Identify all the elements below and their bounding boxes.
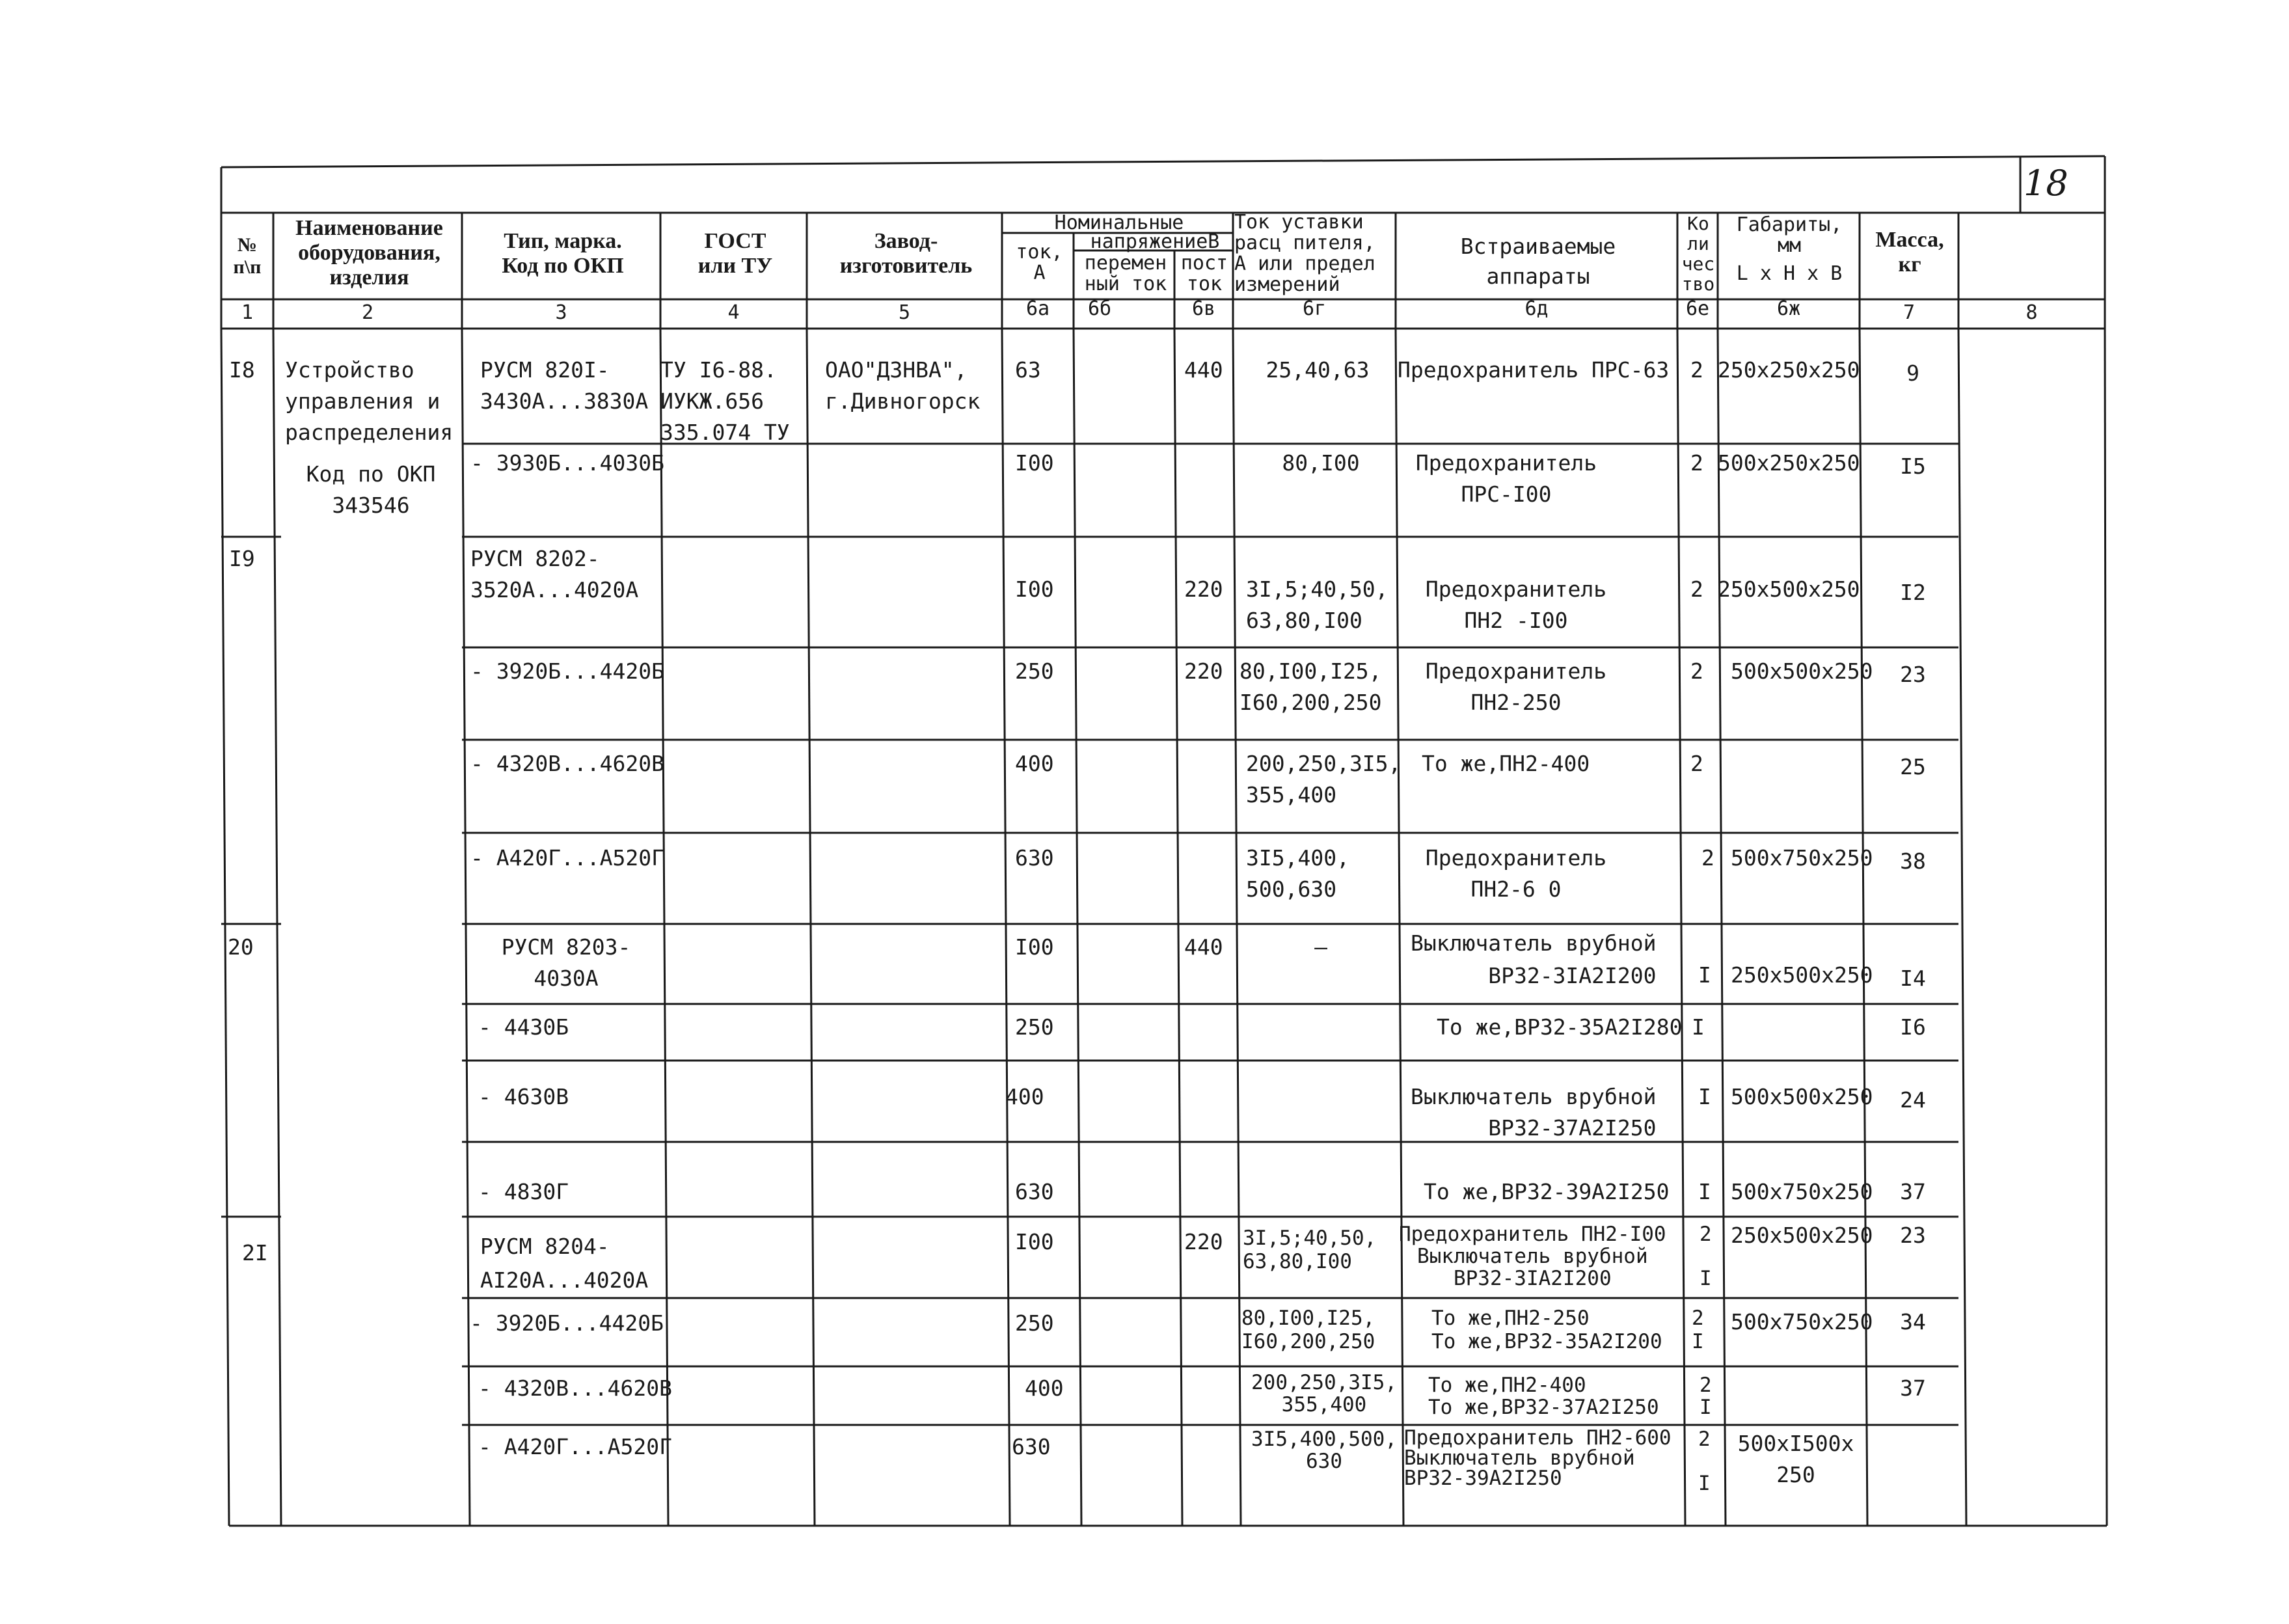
current-value: I00 xyxy=(1015,1229,1054,1254)
built-in-device: То же,ВР32-35А2I280 xyxy=(1437,1014,1683,1040)
header-qty: Ко ли чес тво xyxy=(1681,213,1715,295)
quantity: 2 xyxy=(1690,450,1703,476)
setting-current: 80,I00 xyxy=(1282,450,1360,476)
current-value: 250 xyxy=(1015,658,1054,684)
current-value: 400 xyxy=(1025,1375,1064,1401)
mass: 34 xyxy=(1900,1309,1926,1334)
type-mark: РУСМ 8202- 3520А...4020А xyxy=(470,546,639,602)
quantity: 2 I xyxy=(1700,1374,1712,1419)
built-in-device: Предохранитель ПН2-250 xyxy=(1425,658,1607,715)
built-in-device: Выключатель врубной ВР32-3IА2I200 xyxy=(1411,930,1657,988)
mass: I6 xyxy=(1900,1014,1926,1040)
dimensions: 500x750x250 xyxy=(1731,845,1873,871)
page-number: 18 xyxy=(2024,163,2068,204)
current-value: 250 xyxy=(1015,1014,1054,1040)
built-in-device: Предохранитель ПРС-I00 xyxy=(1415,450,1597,507)
quantity: I xyxy=(1692,1014,1705,1040)
dimensions: 500x250x250 xyxy=(1718,450,1860,476)
type-mark: - 4830Г xyxy=(478,1179,569,1204)
type-mark: - 4320В...4620В xyxy=(470,751,665,776)
row-number: I9 xyxy=(229,546,255,571)
type-mark: - 4430Б xyxy=(478,1014,569,1040)
type-mark: - А420Г...А520Г xyxy=(478,1434,673,1459)
quantity: 2 xyxy=(1690,576,1703,602)
dc-voltage: 220 xyxy=(1184,576,1223,602)
dc-voltage: 220 xyxy=(1184,1229,1223,1254)
row-number: 20 xyxy=(228,934,254,960)
current-value: 630 xyxy=(1015,1179,1054,1204)
col-number: 6е xyxy=(1685,297,1710,320)
col-number: 6д xyxy=(1524,297,1549,320)
col-number: 5 xyxy=(898,301,911,324)
mass: 25 xyxy=(1900,754,1926,779)
mass: 23 xyxy=(1900,1223,1926,1248)
col-number: 2 xyxy=(361,301,374,324)
built-in-device: Предохранитель ПРС-63 xyxy=(1398,357,1670,383)
built-in-device: Предохранитель ПН2-I00 Выключатель врубной ВР32-3IА2I200 xyxy=(1399,1223,1666,1290)
quantity: 2 xyxy=(1701,845,1714,871)
current-value: 630 xyxy=(1015,845,1054,871)
dimensions: 250x250x250 xyxy=(1718,357,1860,383)
dimensions: 250x500x250 xyxy=(1731,1223,1873,1248)
header-dc: пост ток xyxy=(1180,252,1228,295)
setting-current: 200,250,3I5, 355,400 xyxy=(1246,751,1402,807)
mass: 23 xyxy=(1900,662,1926,687)
header-current: ток, А xyxy=(1016,241,1063,284)
quantity: 2 I xyxy=(1700,1223,1712,1290)
mass: I5 xyxy=(1900,453,1926,479)
type-mark: - А420Г...А520Г xyxy=(470,845,665,871)
mass: 37 xyxy=(1900,1375,1926,1401)
mass: 38 xyxy=(1900,848,1926,874)
setting-current: 80,I00,I25, I60,200,250 xyxy=(1241,1306,1375,1353)
quantity: 2 xyxy=(1690,658,1703,684)
setting-current: 80,I00,I25, I60,200,250 xyxy=(1239,658,1382,715)
built-in-device: То же,ПН2-250 То же,ВР32-35А2I200 xyxy=(1431,1306,1662,1353)
current-value: 63 xyxy=(1015,357,1041,383)
mass: I4 xyxy=(1900,966,1926,991)
dc-voltage: 440 xyxy=(1184,357,1223,383)
built-in-device: Предохранитель ПН2-6 0 xyxy=(1425,845,1607,902)
built-in-device: Предохранитель ПН2 -I00 xyxy=(1425,576,1607,633)
quantity: 2 I xyxy=(1692,1306,1704,1353)
header-devices: Встраиваемые аппараты xyxy=(1460,234,1616,289)
type-mark: - 3930Б...4030Б xyxy=(470,450,665,476)
current-value: 250 xyxy=(1015,1310,1054,1336)
current-value: I00 xyxy=(1015,576,1054,602)
dc-voltage: 440 xyxy=(1184,934,1223,960)
col-number: 1 xyxy=(241,301,254,324)
row-number: 2I xyxy=(242,1240,268,1265)
setting-current: 3I5,400, 500,630 xyxy=(1246,845,1349,902)
quantity: I xyxy=(1698,1084,1711,1109)
okp-code: Код по ОКП 343546 xyxy=(306,461,436,518)
type-mark: - 4320В...4620В xyxy=(478,1375,673,1401)
col-number: 8 xyxy=(2025,301,2038,324)
mass: I2 xyxy=(1900,580,1926,605)
dc-voltage: 220 xyxy=(1184,658,1223,684)
col-number: 4 xyxy=(727,301,740,324)
header-dims: Габариты, мм xyxy=(1736,213,1843,257)
current-value: I00 xyxy=(1015,934,1054,960)
dimensions: 250x500x250 xyxy=(1731,962,1873,988)
dimensions: 500x750x250 xyxy=(1731,1309,1873,1334)
col-number: 6г xyxy=(1302,297,1327,320)
header-voltage: напряжениеВ xyxy=(1090,230,1220,253)
quantity: I xyxy=(1698,962,1711,988)
current-value: 400 xyxy=(1005,1084,1044,1109)
current-value: I00 xyxy=(1015,450,1054,476)
manufacturer: ОАО"ДЗНВА", г.Дивногорск xyxy=(825,357,981,414)
type-mark: РУСМ 8203- 4030А xyxy=(501,934,631,991)
gost-tu: ТУ I6-88. ИУКЖ.656 335.074 ТУ xyxy=(660,357,790,445)
type-mark: - 3920Б...4420Б xyxy=(470,658,665,684)
header-name: Наименование оборудования, изделия xyxy=(295,216,443,290)
setting-current: 3I5,400,500, 630 xyxy=(1251,1428,1397,1473)
dimensions: 500x500x250 xyxy=(1731,658,1873,684)
built-in-device: То же,ПН2-400 То же,ВР32-37А2I250 xyxy=(1428,1374,1659,1419)
header-nominal: Номинальные xyxy=(1054,211,1184,234)
current-value: 630 xyxy=(1012,1434,1051,1459)
dimensions: 500xI500x 250 xyxy=(1737,1431,1854,1487)
col-number: 3 xyxy=(555,301,567,324)
quantity: I xyxy=(1698,1179,1711,1204)
setting-current: – xyxy=(1314,934,1327,960)
quantity: 2 xyxy=(1690,751,1703,776)
col-number: 6ж xyxy=(1776,297,1801,320)
header-ac: перемен ный ток xyxy=(1084,252,1167,295)
setting-current: 3I,5;40,50, 63,80,I00 xyxy=(1246,576,1388,633)
col-number: 6в xyxy=(1191,297,1216,320)
mass: 37 xyxy=(1900,1179,1926,1204)
header-mass: Масса, кг xyxy=(1875,228,1944,277)
dimensions: 500x500x250 xyxy=(1731,1084,1873,1109)
col-number: 6а xyxy=(1025,297,1050,320)
mass: 9 xyxy=(1906,360,1919,386)
built-in-device: То же,ПН2-400 xyxy=(1422,751,1590,776)
setting-current: 25,40,63 xyxy=(1266,357,1370,383)
setting-current: 3I,5;40,50, 63,80,I00 xyxy=(1243,1226,1377,1273)
type-mark: - 3920Б...4420Б xyxy=(470,1310,664,1336)
dimensions: 500x750x250 xyxy=(1731,1179,1873,1204)
header-num: № п\п xyxy=(233,234,262,278)
header-gost: ГОСТ или ТУ xyxy=(698,229,773,278)
current-value: 400 xyxy=(1015,751,1054,776)
header-maker: Завод- изготовитель xyxy=(839,229,973,278)
type-mark: - 4630В xyxy=(478,1084,569,1109)
built-in-device: Выключатель врубной ВР32-37А2I250 xyxy=(1411,1084,1657,1141)
built-in-device: Предохранитель ПН2-600 Выключатель врубной ВР32-39А2I250 xyxy=(1404,1426,1672,1490)
dimensions: 250x500x250 xyxy=(1718,576,1860,602)
equipment-name: Устройство управления и распределения xyxy=(285,357,454,445)
header-dims-formula: L x H x B xyxy=(1736,262,1843,285)
type-mark: РУСМ 820I- 3430А...3830А xyxy=(480,357,649,414)
row-number: I8 xyxy=(229,357,255,383)
header-type: Тип, марка. Код по ОКП xyxy=(502,229,624,278)
col-number: 6б xyxy=(1087,297,1112,320)
col-number: 7 xyxy=(1903,301,1916,324)
mass: 24 xyxy=(1900,1087,1926,1113)
setting-current: 200,250,3I5, 355,400 xyxy=(1251,1371,1397,1416)
type-mark: РУСМ 8204- АI20А...4020А xyxy=(480,1234,649,1293)
quantity: 2 xyxy=(1690,357,1703,383)
header-setting: Ток уставки расц пителя, А или предел измерений xyxy=(1234,211,1375,296)
quantity: 2 I xyxy=(1698,1428,1711,1495)
built-in-device: То же,ВР32-39А2I250 xyxy=(1424,1179,1670,1204)
